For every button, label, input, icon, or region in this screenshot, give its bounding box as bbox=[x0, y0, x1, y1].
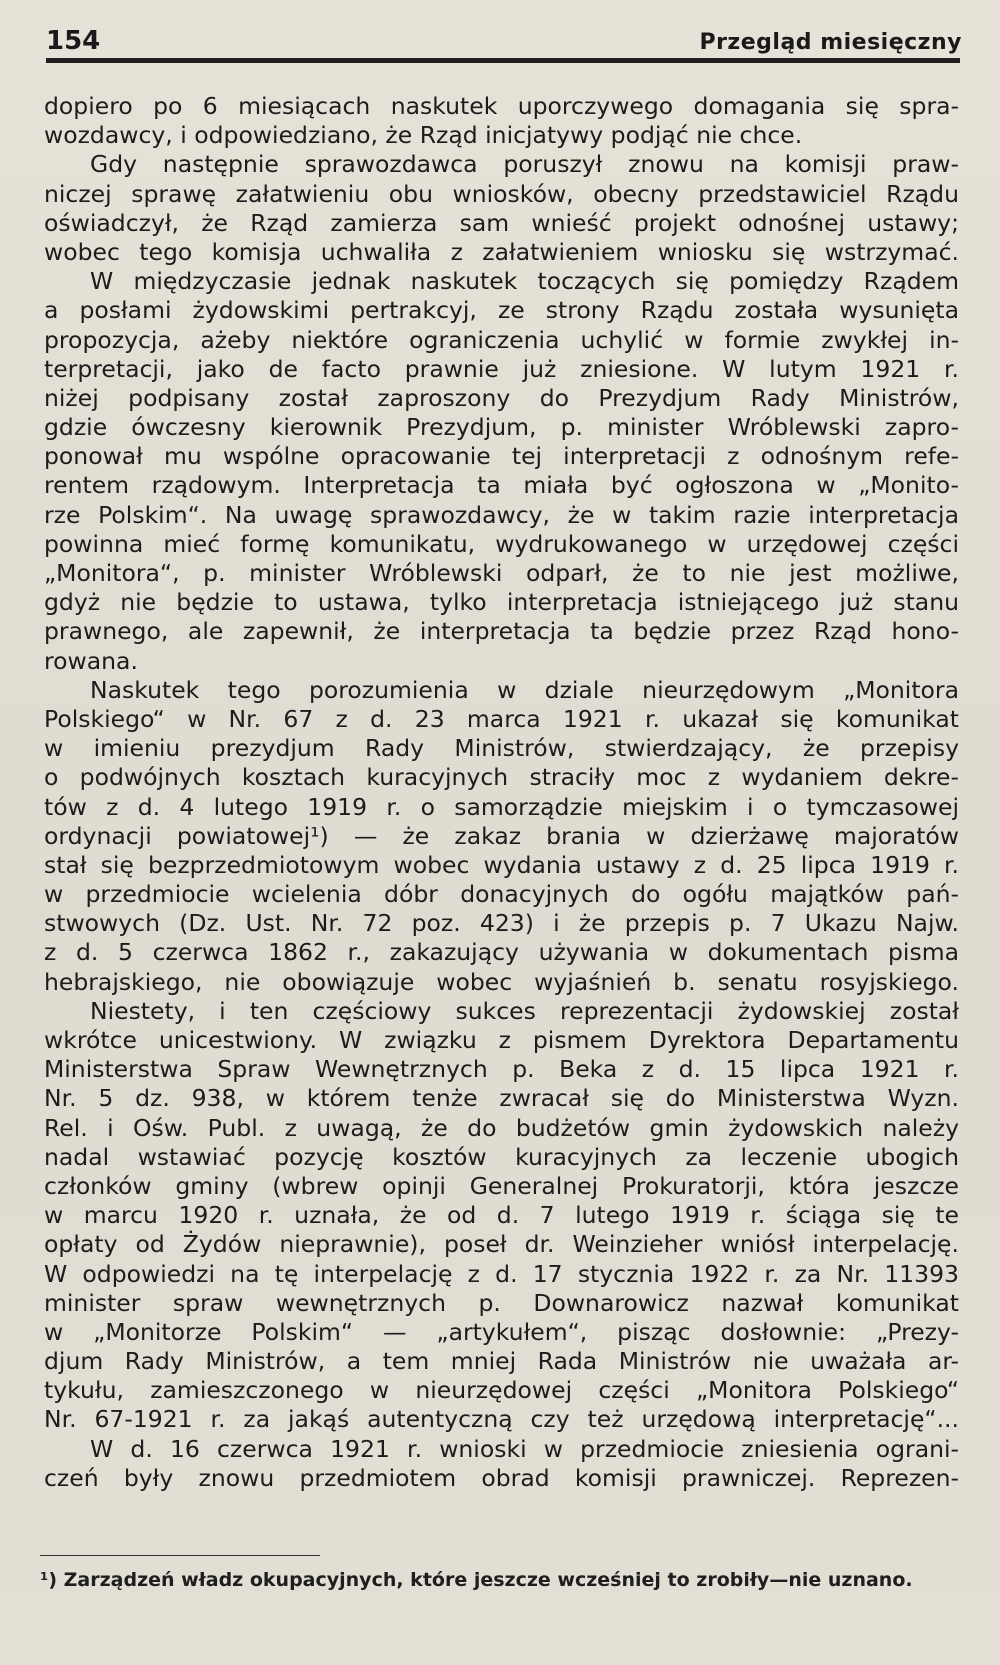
text-line: tów z d. 4 lutego 1919 r. o samorządzie miejskim i o tymczasowej bbox=[44, 792, 959, 821]
text-line: Nr. 5 dz. 938, w którem tenże zwracał się do Ministerstwa Wyzn. bbox=[44, 1084, 959, 1113]
text-line: rentem rządowym. Interpretacja ta miała być ogłoszona w „Monito- bbox=[44, 471, 959, 500]
text-line: ordynacji powiatowej¹) — że zakaz brania w dzierżawę majoratów bbox=[44, 821, 959, 850]
text-line: rze Polskim“. Na uwagę sprawozdawcy, że w takim razie interpretacja bbox=[44, 500, 959, 529]
text-line: opłaty od Żydów nieprawnie), poseł dr. Weinzieher wniósł interpelację. bbox=[44, 1230, 959, 1259]
body-text bbox=[44, 92, 959, 1493]
text-line: stał się bezprzedmiotowym wobec wydania ustawy z d. 25 lipca 1919 r. bbox=[44, 850, 959, 879]
text-line: rowana. bbox=[44, 646, 138, 675]
footnote: ¹) Zarządzeń władz okupacyjnych, które jeszcze wcześniej to zrobiły—nie uznano. bbox=[40, 1569, 913, 1591]
text-line: hebrajskiego, nie obowiązuje wobec wyjaśnień b. senatu rosyjskiego. bbox=[44, 967, 959, 996]
header-rule bbox=[46, 58, 960, 63]
text-line: czeń były znowu przedmiotem obrad komisji prawniczej. Reprezen- bbox=[44, 1463, 959, 1492]
text-line: W d. 16 czerwca 1921 r. wnioski w przedmiocie zniesienia ograni- bbox=[90, 1434, 959, 1463]
text-line: wkrótce unicestwiony. W związku z pismem Dyrektora Departamentu bbox=[44, 1026, 959, 1054]
text-line: Polskiego“ w Nr. 67 z d. 23 marca 1921 r. ukazał się komunikat bbox=[44, 704, 959, 733]
text-line: Gdy następnie sprawozdawca poruszył znowu na komisji praw- bbox=[90, 150, 959, 179]
text-line: członków gminy (wbrew opinji Generalnej Prokuratorji, która jeszcze bbox=[44, 1171, 959, 1200]
text-line: dopiero po 6 miesiącach naskutek uporczywego domagania się spra- bbox=[44, 92, 959, 120]
text-line: W międzyczasie jednak naskutek toczących się pomiędzy Rządem bbox=[90, 267, 959, 296]
text-line: w przedmiocie wcielenia dóbr donacyjnych do ogółu majątków pań- bbox=[44, 880, 959, 909]
text-line: niczej sprawę załatwieniu obu wniosków, obecny przedstawiciel Rządu bbox=[44, 179, 959, 208]
text-line: z d. 5 czerwca 1862 r., zakazujący używania w dokumentach pisma bbox=[44, 938, 959, 967]
text-line: tykułu, zamieszczonego w nieurzędowej części „Monitora Polskiego“ bbox=[44, 1376, 959, 1405]
text-line: wozdawcy, i odpowiedziano, że Rząd inicjatywy podjąć nie chce. bbox=[44, 121, 803, 150]
text-line: prawnego, ale zapewnił, że interpretacja ta będzie przez Rząd hono- bbox=[44, 617, 959, 646]
text-line: gdyż nie będzie to ustawa, tylko interpretacja istniejącego już stanu bbox=[44, 588, 959, 617]
text-line: djum Rady Ministrów, a tem mniej Rada Ministrów nie uważała ar- bbox=[44, 1347, 959, 1376]
footnote-rule bbox=[40, 1555, 320, 1556]
text-line: o podwójnych kosztach kuracyjnych straciły moc z wydaniem dekre- bbox=[44, 763, 959, 792]
page-number: 154 bbox=[46, 26, 101, 56]
text-line: Nr. 67-1921 r. za jakąś autentyczną czy też urzędową interpretację“... bbox=[44, 1405, 959, 1434]
text-line: „Monitora“, p. minister Wróblewski odparł, że to nie jest możliwe, bbox=[44, 559, 959, 587]
text-line: minister spraw wewnętrznych p. Downarowicz nazwał komunikat bbox=[44, 1288, 959, 1317]
text-line: Ministerstwa Spraw Wewnętrznych p. Beka z d. 15 lipca 1921 r. bbox=[44, 1055, 959, 1084]
running-title: Przegląd miesięczny bbox=[699, 30, 962, 55]
text-line: propozycja, ażeby niektóre ograniczenia uchylić w formie zwykłej in- bbox=[44, 325, 959, 354]
text-line: W odpowiedzi na tę interpelację z d. 17 stycznia 1922 r. za Nr. 11393 bbox=[44, 1259, 959, 1288]
page-header bbox=[44, 26, 962, 62]
text-line: w marcu 1920 r. uznała, że od d. 7 lutego 1919 r. ściąga się te bbox=[44, 1201, 959, 1230]
text-line: Naskutek tego porozumienia w dziale nieurzędowym „Monitora bbox=[90, 675, 959, 704]
text-line: nadal wstawiać pozycję kosztów kuracyjnych za leczenie ubogich bbox=[44, 1142, 959, 1171]
text-line: Rel. i Ośw. Publ. z uwagą, że do budżetów gmin żydowskich należy bbox=[44, 1113, 959, 1142]
text-line: Niestety, i ten częściowy sukces reprezentacji żydowskiej został bbox=[90, 996, 959, 1025]
text-line: a posłami żydowskimi pertrakcyj, ze strony Rządu została wysunięta bbox=[44, 296, 959, 325]
text-line: stwowych (Dz. Ust. Nr. 72 poz. 423) i że przepis p. 7 Ukazu Najw. bbox=[44, 909, 959, 938]
text-line: w „Monitorze Polskim“ — „artykułem“, pisząc dosłownie: „Prezy- bbox=[44, 1317, 959, 1346]
text-line: oświadczył, że Rząd zamierza sam wnieść projekt odnośnej ustawy; bbox=[44, 208, 959, 237]
text-line: terpretacji, jako de facto prawnie już zniesione. W lutym 1921 r. bbox=[44, 354, 959, 383]
text-line: powinna mieć formę komunikatu, wydrukowanego w urzędowej części bbox=[44, 529, 959, 558]
text-line: ponował mu wspólne opracowanie tej interpretacji z odnośnym refe- bbox=[44, 442, 959, 471]
text-line: gdzie ówczesny kierownik Prezydjum, p. minister Wróblewski zapro- bbox=[44, 413, 959, 442]
text-line: w imieniu prezydjum Rady Ministrów, stwierdzający, że przepisy bbox=[44, 734, 959, 763]
text-line: niżej podpisany został zaproszony do Prezydjum Rady Ministrów, bbox=[44, 383, 959, 412]
text-line: wobec tego komisja uchwaliła z załatwieniem wniosku się wstrzymać. bbox=[44, 237, 959, 266]
